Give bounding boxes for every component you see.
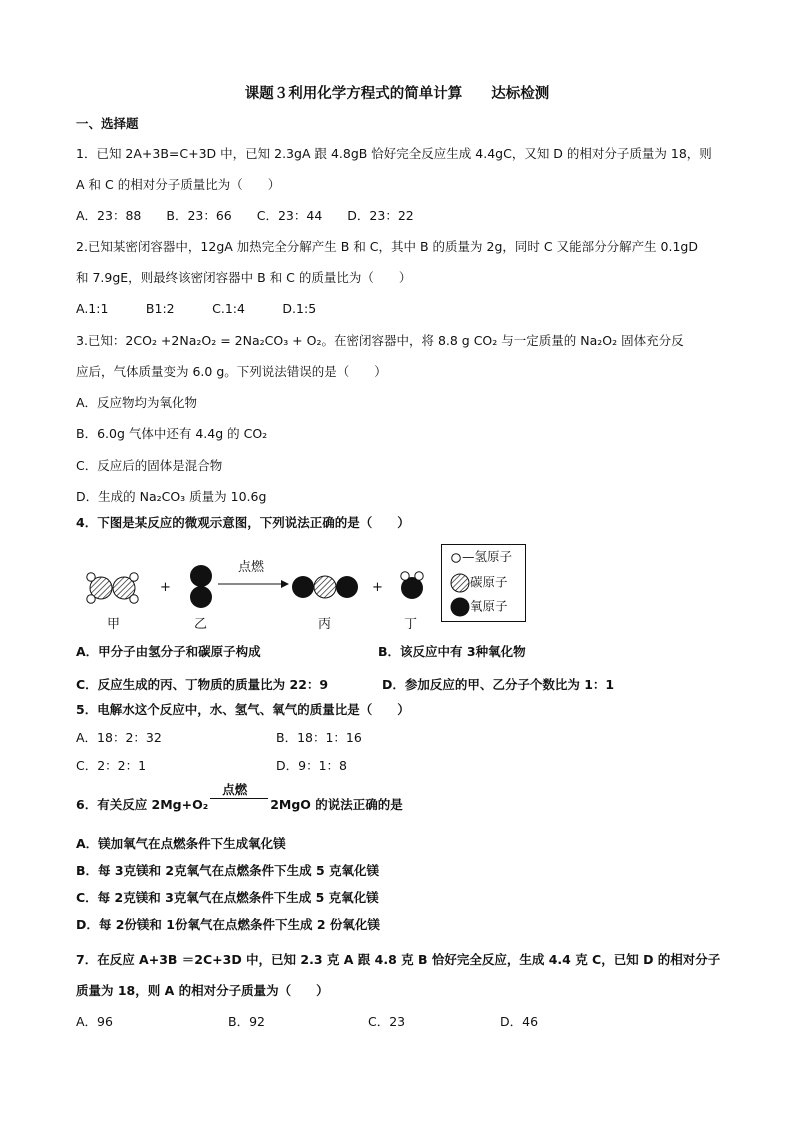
q4-option-c: C．反应生成的丙、丁物质的质量比为 22：9 (76, 677, 329, 692)
q6-option-b: B．每 3克镁和 2克氧气在点燃条件下生成 5 克氧化镁 (76, 863, 380, 878)
molecule-bing (292, 576, 358, 598)
molecule-yi (190, 565, 212, 608)
molecule-ding (401, 572, 423, 599)
q2-line2: 和 7.9gE，则最终该密闭容器中 B 和 C 的质量比为（ ） (76, 270, 412, 285)
q3-option-a: A．反应物均为氧化物 (76, 395, 198, 410)
q7-option-b: B．92 (228, 1014, 265, 1029)
reaction-diagram (76, 540, 436, 639)
q3-line2: 应后，气体质量变为 6.0 g。下列说法错误的是（ ） (76, 364, 387, 379)
plus-sign-2: + (372, 580, 383, 595)
molecule-jia (87, 573, 138, 603)
q3-option-b: B．6.0g 气体中还有 4.4g 的 CO₂ (76, 426, 268, 441)
q6-equation-line (210, 798, 268, 799)
q6-option-c: C．每 2克镁和 3克氧气在点燃条件下生成 5 克氧化镁 (76, 890, 379, 905)
label-yi: 乙 (194, 617, 208, 632)
label-jia: 甲 (107, 617, 121, 632)
q6-stem-pre: 6．有关反应 2Mg+O₂ (76, 797, 209, 812)
carbon-atom-icon (450, 573, 470, 593)
q6-condition-arrow (208, 782, 270, 814)
q7-option-a: A．96 (76, 1014, 113, 1029)
legend-carbon-label: 碳原子 (470, 574, 508, 590)
label-bing: 丙 (318, 617, 332, 632)
arrow-condition-label: 点燃 (238, 560, 265, 575)
q4-option-b: B．该反应中有 3种氧化物 (378, 644, 526, 659)
plus-sign-1: + (160, 580, 171, 595)
q7-line1: 7．在反应 A+3B ＝2C+3D 中，已知 2.3 克 A 跟 4.8 克 B 恰好完全反应，生成 4.4 克 C，已知 D 的相对分子 (76, 952, 721, 967)
q5-option-a: A．18：2：32 (76, 730, 162, 745)
q5-option-b: B．18：1：16 (276, 730, 362, 745)
reaction-arrow (218, 580, 289, 588)
atom-legend (441, 544, 526, 622)
q6-condition-label: 点燃 (222, 782, 248, 797)
q1-options: A．23：88 B．23：66 C．23：44 D．23：22 (76, 208, 414, 223)
q5-option-d: D．9：1：8 (276, 758, 347, 773)
q6-stem-post: 2MgO 的说法正确的是 (270, 797, 403, 812)
hydrogen-atom-icon (450, 552, 462, 564)
q3-option-d: D．生成的 Na₂CO₃ 质量为 10.6g (76, 489, 267, 504)
legend-oxygen (450, 597, 508, 617)
legend-carbon (450, 573, 508, 593)
q2-options: A.1:1 B1:2 C.1:4 D.1:5 (76, 301, 317, 316)
q7-option-c: C．23 (368, 1014, 406, 1029)
q3-line1: 3.已知：2CO₂ +2Na₂O₂ = 2Na₂CO₃ + O₂。在密闭容器中，将 8.8 g CO₂ 与一定质量的 Na₂O₂ 固体充分反 (76, 333, 684, 348)
label-ding: 丁 (404, 617, 418, 632)
q4-stem: 4．下图是某反应的微观示意图，下列说法正确的是（ ） (76, 515, 410, 530)
section-heading: 一、选择题 (76, 116, 139, 131)
legend-hydrogen-label: —氢原子 (462, 549, 513, 564)
q6-option-d: D．每 2份镁和 1份氧气在点燃条件下生成 2 份氧化镁 (76, 917, 380, 932)
oxygen-atom-icon (450, 597, 470, 617)
q6-option-a: A．镁加氧气在点燃条件下生成氧化镁 (76, 836, 286, 851)
q4-option-d: D．参加反应的甲、乙分子个数比为 1：1 (382, 677, 615, 692)
legend-oxygen-label: 氧原子 (470, 598, 508, 614)
legend-hydrogen (450, 549, 512, 565)
q2-line1: 2.已知某密闭容器中，12gA 加热完全分解产生 B 和 C，其中 B 的质量为 2g，同时 C 又能部分分解产生 0.1gD (76, 239, 698, 254)
q7-line2: 质量为 18，则 A 的相对分子质量为（ ） (76, 983, 329, 998)
q4-option-a: A．甲分子由氢分子和碳原子构成 (76, 644, 261, 659)
q5-stem: 5．电解水这个反应中，水、氢气、氧气的质量比是（ ） (76, 702, 410, 717)
q1-line1: 1．已知 2A+3B=C+3D 中，已知 2.3gA 跟 4.8gB 恰好完全反应生成 4.4gC，又知 D 的相对分子质量为 18，则 (76, 146, 712, 161)
page-title: 课题３利用化学方程式的简单计算 达标检测 (244, 86, 550, 102)
q6-stem (76, 782, 403, 814)
q3-option-c: C．反应后的固体是混合物 (76, 458, 223, 473)
q1-line2: A 和 C 的相对分子质量比为（ ） (76, 177, 281, 192)
q7-option-d: D．46 (500, 1014, 539, 1029)
q5-option-c: C．2：2：1 (76, 758, 147, 773)
